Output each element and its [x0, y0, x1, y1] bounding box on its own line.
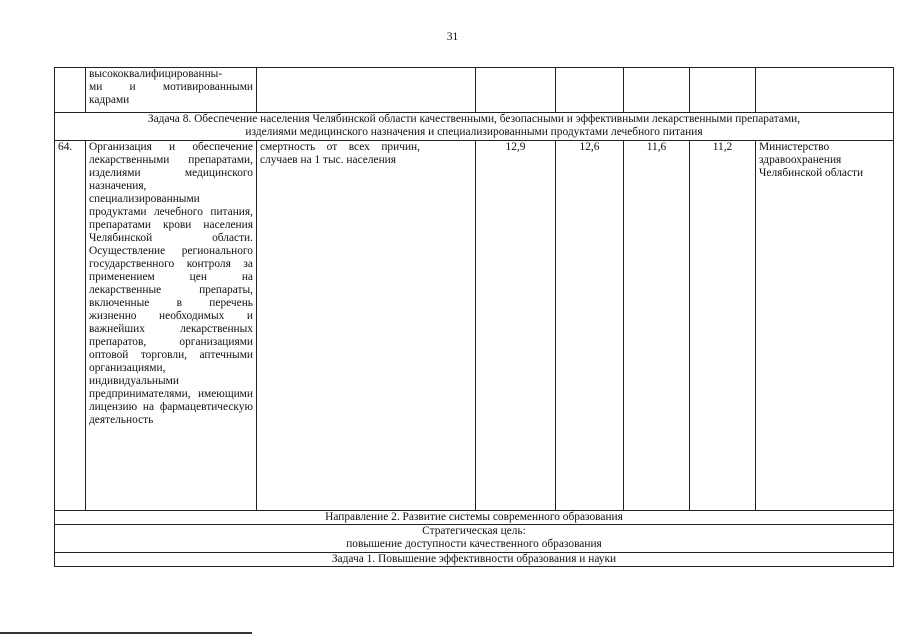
direction-heading: Направление 2. Развитие системы современного образования [55, 511, 894, 525]
goal-text: повышение доступности качественного образования [346, 538, 602, 550]
cell-value [476, 68, 556, 113]
cell-value [556, 68, 624, 113]
description-line: высококвалифицированны- [89, 68, 223, 80]
cell-value-4: 11,2 [690, 141, 756, 511]
goal-heading [55, 525, 894, 553]
task-row [55, 553, 894, 567]
footnote-rule [0, 632, 252, 634]
cell-value-3: 11,6 [624, 141, 690, 511]
cell-num [55, 68, 86, 113]
cell-description: Организация и обеспечение лекарственными препаратами, изделиями медицинского назначения, специализированными продуктами лечебного питания, препаратами крови населения Челябинской области. Осуществление регионального государственного контроля за применением цен на лекарственные препараты, включенные в перечень жизненно необходимых и важнейших лекарственных препаратов, организациями оптовой торговли, аптечными организациями, индивидуальными предпринимателями, имеющими лицензию на фармацевтическую деятельность [86, 141, 257, 511]
cell-description [86, 68, 257, 113]
cell-indicator [257, 141, 476, 511]
cell-num: 64. [55, 141, 86, 511]
task-line: изделиями медицинского назначения и специализированными продуктами лечебного питания [245, 126, 703, 138]
cell-value-2: 12,6 [556, 141, 624, 511]
table-row [55, 141, 894, 511]
cell-value [624, 68, 690, 113]
description-line: ми и мотивированными [89, 81, 253, 93]
goal-row [55, 525, 894, 553]
description-line: кадрами [89, 94, 130, 106]
table-row [55, 68, 894, 113]
goal-title: Стратегическая цель: [422, 525, 526, 537]
indicator-text: смертность от всех причин, случаев на 1 тыс. населения [260, 141, 420, 166]
plan-table [54, 67, 894, 567]
task-heading [55, 113, 894, 141]
cell-indicator [257, 68, 476, 113]
cell-value [690, 68, 756, 113]
cell-responsible: Министерство здравоохранения Челябинской области [756, 141, 894, 511]
direction-row [55, 511, 894, 525]
task-heading: Задача 1. Повышение эффективности образования и науки [55, 553, 894, 567]
task-row [55, 113, 894, 141]
task-line: Задача 8. Обеспечение населения Челябинской области качественными, безопасными и эффективными лекарственными препаратами, [147, 113, 801, 125]
cell-responsible [756, 68, 894, 113]
cell-value-1: 12,9 [476, 141, 556, 511]
page-number: 31 [446, 31, 459, 43]
